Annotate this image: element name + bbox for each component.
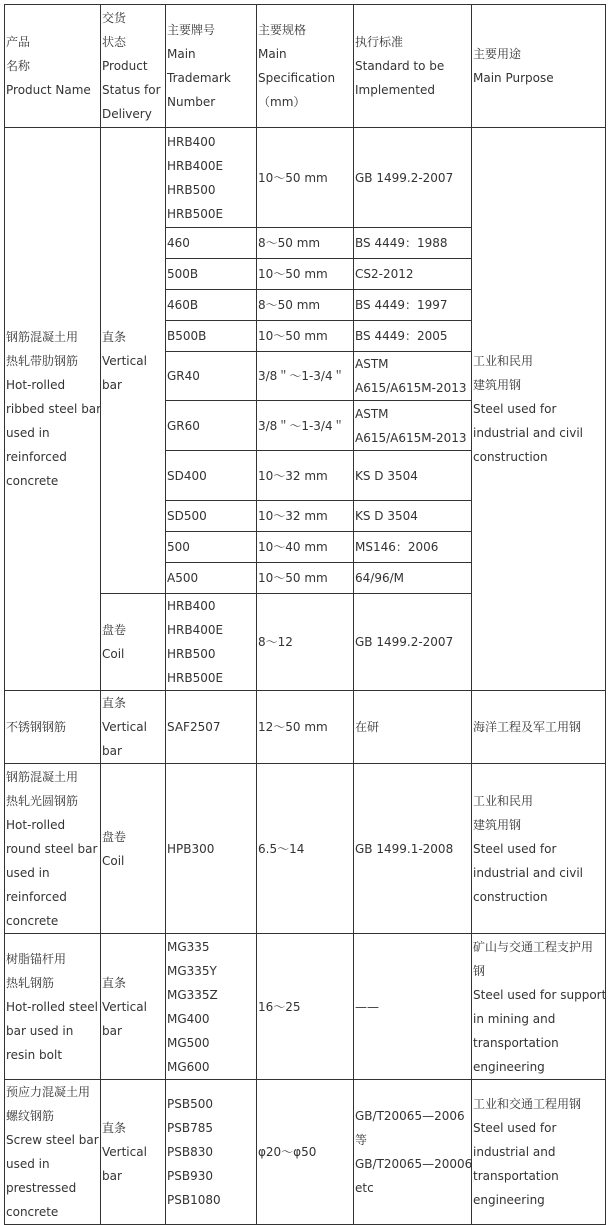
purpose-cell: [472, 128, 606, 691]
specification-cell: [257, 128, 354, 228]
trademark-cell: [166, 451, 257, 501]
cell-text-line: concrete: [6, 474, 59, 488]
standard-cell: [354, 451, 472, 501]
cell-text-line: 10～50 mm: [258, 170, 328, 185]
cell-text-line: （mm）: [258, 95, 306, 109]
cell-text-line: 460: [167, 236, 190, 250]
standard-cell: [354, 764, 472, 934]
cell-text-line: HRB400E: [167, 623, 224, 637]
standard-cell: [354, 228, 472, 259]
cell-text-line: 工业和民用: [473, 793, 534, 808]
trademark-cell: [166, 228, 257, 259]
product-name-cell: [5, 764, 101, 934]
cell-text-line: SD400: [167, 468, 207, 483]
delivery-status-cell: [101, 934, 166, 1080]
standard-cell: [354, 259, 472, 290]
cell-text-line: etc: [355, 1181, 374, 1195]
cell-text-line: CS2-2012: [355, 267, 414, 281]
trademark-cell: [166, 1080, 257, 1225]
cell-text-line: PSB1080: [167, 1193, 221, 1207]
cell-text-line: 8～50 mm: [258, 298, 321, 312]
header-standard: [354, 5, 472, 128]
cell-text-line: SAF2507: [167, 720, 221, 734]
cell-text-line: concrete: [6, 913, 59, 928]
cell-text-line: HRB500: [167, 647, 216, 661]
cell-text-line: GB 1499.1-2008: [355, 841, 454, 856]
trademark-cell: [166, 934, 257, 1080]
cell-text-line: reinforced: [6, 889, 67, 904]
delivery-status-cell: [101, 1080, 166, 1225]
cell-text-line: 热轧带肋钢筋: [6, 354, 79, 368]
cell-text-line: 直条: [102, 696, 127, 710]
cell-text-line: 等: [355, 1133, 368, 1147]
cell-text-line: prestressed: [6, 1181, 77, 1195]
cell-text-line: PSB500: [167, 1097, 213, 1111]
cell-text-line: MG500: [167, 1035, 210, 1050]
cell-text-line: engineering: [473, 1193, 545, 1207]
cell-text-line: BS 4449：1997: [355, 298, 448, 312]
cell-text-line: 树脂锚杆用: [6, 951, 67, 966]
cell-text-line: 交货: [102, 11, 127, 25]
cell-text-line: BS 4449：2005: [355, 329, 448, 343]
delivery-status-cell: [101, 691, 166, 764]
cell-text-line: 10～32 mm: [258, 468, 328, 483]
specification-cell: [257, 1080, 354, 1225]
trademark-cell: [166, 321, 257, 352]
trademark-cell: [166, 764, 257, 934]
cell-text-line: in mining and: [473, 1011, 556, 1026]
trademark-cell: [166, 532, 257, 563]
cell-text-line: used in: [6, 1157, 50, 1171]
cell-text-line: 12～50 mm: [258, 720, 328, 734]
cell-text-line: 海洋工程及军工用钢: [473, 720, 582, 734]
cell-text-line: 64/96/M: [355, 571, 404, 585]
cell-text-line: 工业和交通工程用钢: [473, 1097, 582, 1111]
table-row: [5, 764, 606, 934]
cell-text-line: 执行标准: [355, 35, 404, 49]
cell-text-line: ASTM: [355, 357, 389, 371]
cell-text-line: 钢筋混凝土用: [6, 330, 79, 344]
purpose-cell: [472, 934, 606, 1080]
cell-text-line: SD500: [167, 509, 207, 523]
trademark-cell: [166, 259, 257, 290]
cell-text-line: A615/A615M-2013: [355, 381, 467, 395]
cell-text-line: Product: [102, 59, 148, 73]
cell-text-line: 螺纹钢筋: [6, 1109, 55, 1123]
cell-text-line: MG335Y: [167, 963, 217, 978]
cell-text-line: GB 1499.2-2007: [355, 170, 454, 185]
cell-text-line: Main: [167, 47, 196, 61]
cell-text-line: 8～50 mm: [258, 236, 321, 250]
cell-text-line: Steel used for support: [473, 987, 607, 1002]
header-delivery-status: [101, 5, 166, 128]
specification-cell: [257, 594, 354, 691]
cell-text-line: BS 4449：1988: [355, 236, 448, 250]
trademark-cell: [166, 563, 257, 594]
cell-text-line: Hot-rolled: [6, 817, 66, 832]
specification-cell: [257, 290, 354, 321]
specification-cell: [257, 563, 354, 594]
cell-text-line: PSB785: [167, 1121, 213, 1135]
cell-text-line: Screw steel bar: [6, 1133, 99, 1147]
cell-text-line: 直条: [102, 329, 127, 344]
cell-text-line: HRB500E: [167, 206, 224, 221]
cell-text-line: HRB500: [167, 182, 216, 197]
cell-text-line: Product Name: [6, 83, 91, 97]
cell-text-line: Status for: [102, 83, 161, 97]
cell-text-line: MS146：2006: [355, 540, 439, 554]
cell-text-line: bar: [102, 744, 122, 758]
cell-text-line: Vertical: [102, 999, 147, 1014]
cell-text-line: MG400: [167, 1011, 210, 1026]
standard-cell: [354, 352, 472, 401]
cell-text-line: HPB300: [167, 841, 215, 856]
cell-text-line: MG335Z: [167, 987, 218, 1002]
cell-text-line: 主要牌号: [167, 23, 216, 37]
cell-text-line: 10～50 mm: [258, 571, 328, 585]
header-trademark: [166, 5, 257, 128]
cell-text-line: Coil: [102, 647, 125, 661]
cell-text-line: HRB400: [167, 599, 216, 613]
trademark-cell: [166, 691, 257, 764]
specification-cell: [257, 321, 354, 352]
cell-text-line: industrial and civil: [473, 426, 583, 440]
cell-text-line: Coil: [102, 853, 125, 868]
cell-text-line: 状态: [102, 35, 127, 49]
cell-text-line: 产品: [6, 35, 31, 49]
cell-text-line: used in: [6, 426, 50, 440]
cell-text-line: Steel used for: [473, 1121, 557, 1135]
cell-text-line: 10～50 mm: [258, 267, 328, 281]
cell-text-line: 3/8＂～1-3/4＂: [258, 369, 345, 383]
cell-text-line: HRB500E: [167, 671, 224, 685]
delivery-status-cell: [101, 764, 166, 934]
cell-text-line: PSB830: [167, 1145, 213, 1159]
cell-text-line: 500B: [167, 267, 199, 281]
cell-text-line: A500: [167, 571, 199, 585]
cell-text-line: 6.5～14: [258, 841, 305, 856]
header-specification: [257, 5, 354, 128]
cell-text-line: bar: [102, 377, 122, 392]
specification-cell: [257, 451, 354, 501]
table-row: [5, 934, 606, 1080]
standard-cell: [354, 501, 472, 532]
cell-text-line: 建筑用钢: [473, 378, 522, 392]
cell-text-line: 预应力混凝土用: [6, 1085, 91, 1099]
cell-text-line: 名称: [6, 59, 31, 73]
cell-text-line: 不锈钢钢筋: [6, 720, 67, 734]
cell-text-line: 在研: [355, 720, 380, 734]
cell-text-line: bar: [102, 1169, 122, 1183]
cell-text-line: construction: [473, 450, 548, 464]
cell-text-line: φ20～φ50: [258, 1145, 317, 1159]
cell-text-line: Number: [167, 95, 216, 109]
cell-text-line: concrete: [6, 1205, 59, 1219]
specification-cell: [257, 259, 354, 290]
trademark-cell: [166, 128, 257, 228]
cell-text-line: GB 1499.2-2007: [355, 635, 454, 649]
cell-text-line: HRB400E: [167, 158, 224, 173]
cell-text-line: Main: [258, 47, 287, 61]
delivery-status-cell: [101, 128, 166, 594]
cell-text-line: 460B: [167, 298, 199, 312]
standard-cell: [354, 691, 472, 764]
product-name-cell: [5, 691, 101, 764]
cell-text-line: reinforced: [6, 450, 67, 464]
specification-cell: [257, 532, 354, 563]
trademark-cell: [166, 501, 257, 532]
trademark-cell: [166, 401, 257, 451]
cell-text-line: A615/A615M-2013: [355, 430, 467, 445]
table-body: [5, 128, 606, 1225]
purpose-cell: [472, 764, 606, 934]
cell-text-line: Vertical: [102, 720, 147, 734]
cell-text-line: 8～12: [258, 635, 293, 649]
cell-text-line: 矿山与交通工程支护用: [473, 939, 594, 954]
cell-text-line: HRB400: [167, 134, 216, 149]
cell-text-line: 10～50 mm: [258, 329, 328, 343]
header-purpose: [472, 5, 606, 128]
cell-text-line: Trademark: [167, 71, 231, 85]
cell-text-line: 10～40 mm: [258, 540, 328, 554]
cell-text-line: 工业和民用: [473, 354, 534, 368]
cell-text-line: engineering: [473, 1059, 545, 1074]
standard-cell: [354, 934, 472, 1080]
cell-text-line: construction: [473, 889, 548, 904]
standard-cell: [354, 290, 472, 321]
trademark-cell: [166, 352, 257, 401]
product-name-cell: [5, 1080, 101, 1225]
standard-cell: [354, 563, 472, 594]
cell-text-line: 盘卷: [102, 623, 127, 637]
standard-cell: [354, 128, 472, 228]
cell-text-line: GR60: [167, 418, 200, 433]
trademark-cell: [166, 594, 257, 691]
cell-text-line: Vertical: [102, 1145, 147, 1159]
standard-cell: [354, 1080, 472, 1225]
cell-text-line: 钢筋混凝土用: [6, 769, 79, 784]
table-row: [5, 1080, 606, 1225]
cell-text-line: GR40: [167, 369, 200, 383]
specification-cell: [257, 501, 354, 532]
cell-text-line: Specification: [258, 71, 336, 85]
cell-text-line: Implemented: [355, 83, 435, 97]
cell-text-line: KS D 3504: [355, 468, 418, 483]
cell-text-line: transportation: [473, 1169, 559, 1183]
cell-text-line: 直条: [102, 975, 127, 990]
product-name-cell: [5, 934, 101, 1080]
cell-text-line: used in: [6, 865, 50, 880]
cell-text-line: bar: [102, 1023, 122, 1038]
table-header-row: [5, 5, 606, 128]
cell-text-line: PSB930: [167, 1169, 213, 1183]
product-name-cell: [5, 128, 101, 691]
cell-text-line: Hot-rolled steel: [6, 999, 98, 1014]
cell-text-line: 16～25: [258, 999, 301, 1014]
header-product-name: [5, 5, 101, 128]
cell-text-line: Steel used for: [473, 402, 557, 416]
cell-text-line: 建筑用钢: [473, 817, 522, 832]
table-row: [5, 691, 606, 764]
cell-text-line: bar used in: [6, 1023, 74, 1038]
cell-text-line: ribbed steel bar: [6, 402, 102, 416]
cell-text-line: transportation: [473, 1035, 559, 1050]
specification-cell: [257, 764, 354, 934]
cell-text-line: 钢: [473, 963, 486, 978]
purpose-cell: [472, 691, 606, 764]
cell-text-line: GB/T20065—2006: [355, 1109, 465, 1123]
cell-text-line: round steel bar: [6, 841, 98, 856]
cell-text-line: industrial and civil: [473, 865, 583, 880]
cell-text-line: 热轧光圆钢筋: [6, 793, 79, 808]
cell-text-line: GB/T20065—20006: [355, 1157, 473, 1171]
cell-text-line: Steel used for: [473, 841, 557, 856]
cell-text-line: ASTM: [355, 406, 389, 421]
cell-text-line: Standard to be: [355, 59, 445, 73]
cell-text-line: industrial and: [473, 1145, 556, 1159]
cell-text-line: 500: [167, 540, 190, 554]
standard-cell: [354, 401, 472, 451]
trademark-cell: [166, 290, 257, 321]
specification-cell: [257, 691, 354, 764]
cell-text-line: KS D 3504: [355, 509, 418, 523]
cell-text-line: Hot-rolled: [6, 378, 66, 392]
cell-text-line: ——: [355, 999, 379, 1014]
cell-text-line: MG335: [167, 939, 210, 954]
specification-cell: [257, 228, 354, 259]
delivery-status-cell: [101, 594, 166, 691]
standard-cell: [354, 321, 472, 352]
cell-text-line: 3/8＂～1-3/4＂: [258, 418, 345, 433]
cell-text-line: 10～32 mm: [258, 509, 328, 523]
cell-text-line: MG600: [167, 1059, 210, 1074]
standard-cell: [354, 594, 472, 691]
purpose-cell: [472, 1080, 606, 1225]
cell-text-line: 直条: [102, 1121, 127, 1135]
cell-text-line: Delivery: [102, 107, 152, 121]
cell-text-line: Main Purpose: [473, 71, 554, 85]
specification-cell: [257, 352, 354, 401]
cell-text-line: 热轧钢筋: [6, 975, 55, 990]
cell-text-line: resin bolt: [6, 1047, 63, 1062]
cell-text-line: 主要用途: [473, 47, 522, 61]
specification-cell: [257, 934, 354, 1080]
specification-cell: [257, 401, 354, 451]
standard-cell: [354, 532, 472, 563]
cell-text-line: 盘卷: [102, 829, 127, 844]
cell-text-line: 主要规格: [258, 23, 307, 37]
cell-text-line: Vertical: [102, 353, 147, 368]
product-spec-table: [4, 4, 606, 1225]
cell-text-line: B500B: [167, 329, 207, 343]
table-row: [5, 128, 606, 228]
